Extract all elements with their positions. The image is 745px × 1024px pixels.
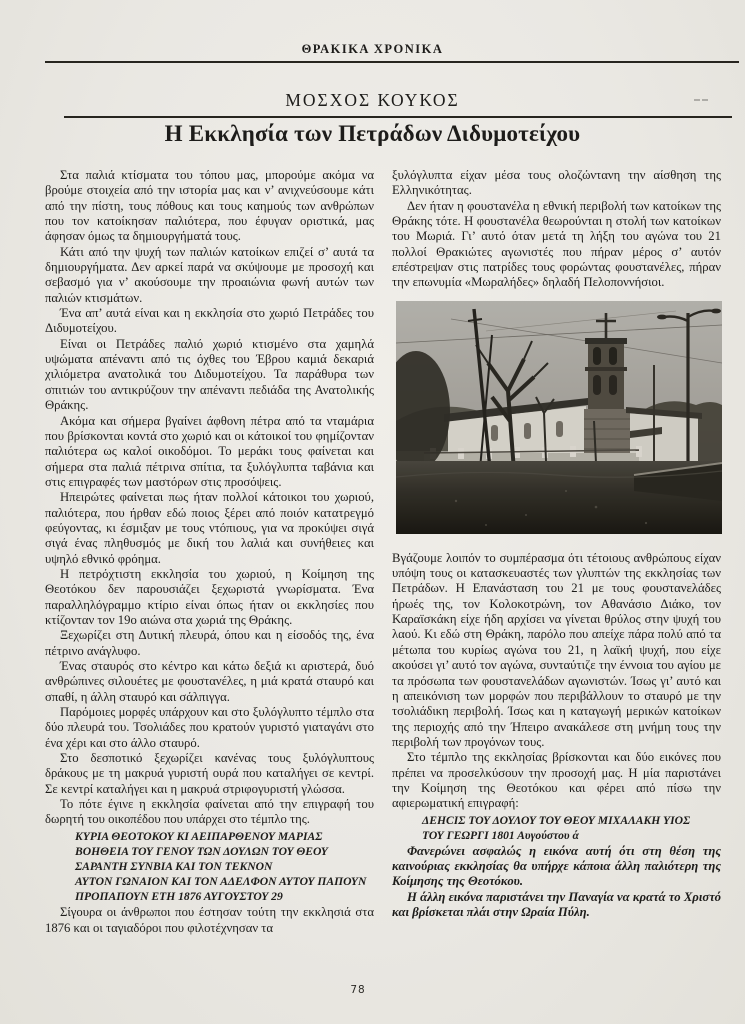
paragraph: Ένα απ’ αυτά είναι και η εκκλησία στο χωριό Πετράδες του Διδυμοτείχου. xyxy=(45,306,374,336)
paragraph: Το πότε έγινε η εκκλησία φαίνεται από την επιγραφή του δωρητή του οικοπέδου που υπάρχει στο τέμπλο της. xyxy=(45,797,374,827)
paragraph: Βγάζουμε λοιπόν το συμπέρασμα ότι τέτοιους ανθρώπους είχαν υπόψη τους οι κατασκευαστές των γλυπτών της εκκλησίας των Πετράδων. Η Επανάσταση του 21 με τους φουστανελάδες ήρωές της, τον Κολοκοτρώνη, τον Αθανάσιο Διάκο, τον Καραϊσκάκη είχε ήδη αρχίσει να γίνεται θρύλος στην ψυχή του λαού. Κι εδώ στη Θράκη, παρόλο που απείχε πάρα πολύ από τα μέτωπα του κυρίως αγώνα του 21, η λαϊκή ψυχή, που είχε ακούσει γι’ αυτό τον αγώνα, συνταύτιζε την έννοια του αγίου με τα πρόσωπα των φουστανελάδων αγωνιστών. Ίσως γι’ αυτό και η απεικόνιση των μορφών που περιβάλλουν το σταυρό με την τσολιάδικη περιβολή. Ίσως και η καταγωγή μερικών κατοίκων της περιοχής από την Ήπειρο ανακάλεσε στη μνήμη τους την περιβολή των προγόνων τους. xyxy=(392,550,721,749)
icon-inscription xyxy=(422,813,721,843)
paragraph: Δεν ήταν η φουστανέλα η εθνική περιβολή των κατοίκων της Θράκης τότε. Η φουστανέλα θεωρούνται η στολή των κατοίκων του Μωριά. Γι’ αυτό όταν μετά τη λήξη του αγώνα του 21 πολλοί Θρακιώτες αγωνιστές που πήραν μέρος σ’ αυτόν επέστρεψαν στις πατρίδες τους φορώντας φουστανέλες, πήραν την επωνυμία «Μωραλήδες» δηλαδή Πελοποννήσιοι. xyxy=(392,198,721,290)
paragraph: Ηπειρώτες φαίνεται πως ήταν πολλοί κάτοικοι του χωριού, παλιότερα, που ήρθαν εδώ ποιος ξέρει από ποιόν κατατρεγμό φεύγοντας, κι έσμιξαν με τους ντόπιους, για να προκύψει σιγά σιγά ένας πληθυσμός με δική του λαλιά και συνήθειες και υψηλό εθνικό φρόημα. xyxy=(45,490,374,566)
inscription-line: ΔΕΗCΙΣ ΤΟΥ ΔΟΥΛΟΥ ΤΟΥ ΘΕΟΥ ΜΙΧΑΛΑΚΗ ΥΙΟΣ xyxy=(422,813,691,827)
paragraph: Στα παλιά κτίσματα του τόπου μας, μπορούμε ακόμα να βρούμε στοιχεία από την ιστορία μας και ν’ ανιχνεύσουμε κάτι από την πίστη, τους πόθους και τους καημούς των ανθρώπων που τον κατοίκησαν παλιότερα, που έφυγαν οριστικά, μας άφησαν όμως τα δημιουργήματά τους. xyxy=(45,168,374,244)
paragraph: Ένας σταυρός στο κέντρο και κάτω δεξιά κι αριστερά, δυό ανθρώπινες σιλουέτες με φουστανέλες, η μιά κρατά σταυρό και σπαθί, η άλλη σταυρό και σάλπιγγα. xyxy=(45,659,374,704)
right-column xyxy=(392,168,721,936)
photo-tint xyxy=(396,301,722,534)
page-number: 78 xyxy=(350,984,366,996)
header-rule xyxy=(45,61,739,63)
inscription-line: ΚΥΡΙΑ ΘΕΟΤΟΚΟΥ ΚΙ ΑΕΙΠΑΡΘΕΝΟΥ ΜΑΡΙΑΣ xyxy=(75,829,323,843)
pencil-mark xyxy=(694,99,710,102)
paragraph-italic: Φανερώνει ασφαλώς η εικόνα αυτή ότι στη θέση της καινούριας εκκλησίας θα υπήρχε κάποια άλλη παλιότερη της Κοίμησης της Θεοτόκου. xyxy=(392,843,721,889)
inscription-line: ΑΥΤΟΝ ΓΩΝΑΙΟΝ ΚΑΙ ΤΟΝ ΑΔΕΛΦΟΝ ΑΥΤΟΥ ΠΑΠΟΥΝ xyxy=(75,875,367,889)
paragraph: Στο δεσποτικό ξεχωρίζει κανένας τους ξυλόγλυπτους δράκους με τη μακρυά γυριστή ουρά που καταλήγει σε κεντρί. Σε κεντρί καταλήγει και η μακρυά στριφογυριστή γλώσσα. xyxy=(45,751,374,796)
paragraph: Ακόμα και σήμερα βγαίνει άφθονη πέτρα από τα νταμάρια που βρίσκονται κοντά στο χωριό και οι κάτοικοί του φημίζονταν παλιότερα ως καλοί οικοδόμοι. Το μεράκι τους φαίνεται και σήμερα στα παλιά πέτρινα σπίτια, τα ξυλόγλυπτα ταβάνια και στις επιγραφές των μαστόρων στις προσόψεις. xyxy=(45,413,374,489)
church-photo xyxy=(396,301,722,534)
inscription-line: ΠΡΟΠΑΠΟΥΝ ΕΤΗ 1876 ΑΥΓΟΥΣΤΟΥ 29 xyxy=(75,890,283,904)
church-photo-illustration xyxy=(396,301,722,534)
paragraph: Η πετρόχτιστη εκκλησία του χωριού, η Κοίμηση της Θεοτόκου δεν παρουσιάζει ξεχωριστά γνωρίσματα. Ένα παραλληλόγραμμο κτίριο είναι όπως ήταν οι εκκλησίες που κτίζονταν τον 19ο αιώνα στα χωριά της Θράκης. xyxy=(45,566,374,627)
inscription-line: ΤΟΥ ΓΕΩΡΓΙ 1801 Αυγούστου ά xyxy=(422,828,579,842)
article-body xyxy=(45,168,721,936)
paragraph: ξυλόγλυπτα είχαν μέσα τους ολοζώντανη την αίσθηση της Ελληνικότητας. xyxy=(392,168,721,198)
author-name: ΜΟΣΧΟΣ ΚΟΥΚΟΣ xyxy=(285,90,460,110)
page-title: Η Εκκλησία των Πετράδων Διδυμοτείχου xyxy=(164,121,581,146)
paragraph-italic: Η άλλη εικόνα παριστάνει την Παναγία να κρατά το Χριστό και βρίσκεται πλάι στην Ωραία Πύλη. xyxy=(392,889,721,920)
inscription-line: ΒΟΗΘΕΙΑ ΤΟΥ ΓΕΝΟΥ ΤΩΝ ΔΟΥΛΩΝ ΤΟΥ ΘΕΟΥ xyxy=(75,844,328,858)
inscription-line: ΣΑΡΑΝΤΗ ΣΥΝΒΙΑ ΚΑΙ ΤΟΝ ΤΕΚΝΟΝ xyxy=(75,859,273,873)
paragraph: Κάτι από την ψυχή των παλιών κατοίκων επιζεί σ’ αυτά τα δημιουργήματα. Δεν αρκεί παρά να σκύψουμε με προσοχή και σεβασμό για ν’ ακούσουμε την προαιώνια φωνή αυτών των παλιών κτισμάτων. xyxy=(45,244,374,305)
paragraph: Στο τέμπλο της εκκλησίας βρίσκονται και δύο εικόνες που πρέπει να προσελκύσουν την προσοχή μας. Η μία παριστάνει την Κοίμηση της Θεοτόκου και φέρει από πίσω την αφιερωματική επιγραφή: xyxy=(392,750,721,811)
journal-running-head: ΘΡΑΚΙΚΑ ΧΡΟΝΙΚΑ xyxy=(301,42,444,56)
left-column xyxy=(45,168,374,936)
author-rule xyxy=(64,116,732,118)
paragraph: Είναι οι Πετράδες παλιό χωριό κτισμένο στα χαμηλά υψώματα απέναντι από τις όχθες του Έβρου καμιά δεκαριά χιλιόμετρα ανατολικά του Διδυμοτείχου. Τα παράθυρα των σπιτιών του αντικρύζουν την απέναντι πεδιάδα της Ανατολικής Θράκης. xyxy=(45,336,374,413)
paragraph: Σίγουρα οι άνθρωποι που έστησαν τούτη την εκκλησιά στα 1876 και οι ταγιαδόροι που φιλοτέχνησαν τα xyxy=(45,905,374,935)
paragraph: Ξεχωρίζει στη Δυτική πλευρά, όπου και η είσοδός της, ένα πέτρινο ανάγλυφο. xyxy=(45,628,374,658)
donor-inscription xyxy=(75,829,374,904)
paragraph: Παρόμοιες μορφές υπάρχουν και στο ξυλόγλυπτο τέμπλο στα δύο πλευρά του. Τσολιάδες που κρατούν γυριστό γιαταγάνι στο ένα χέρι και στο άλλο σταυρό. xyxy=(45,705,374,750)
